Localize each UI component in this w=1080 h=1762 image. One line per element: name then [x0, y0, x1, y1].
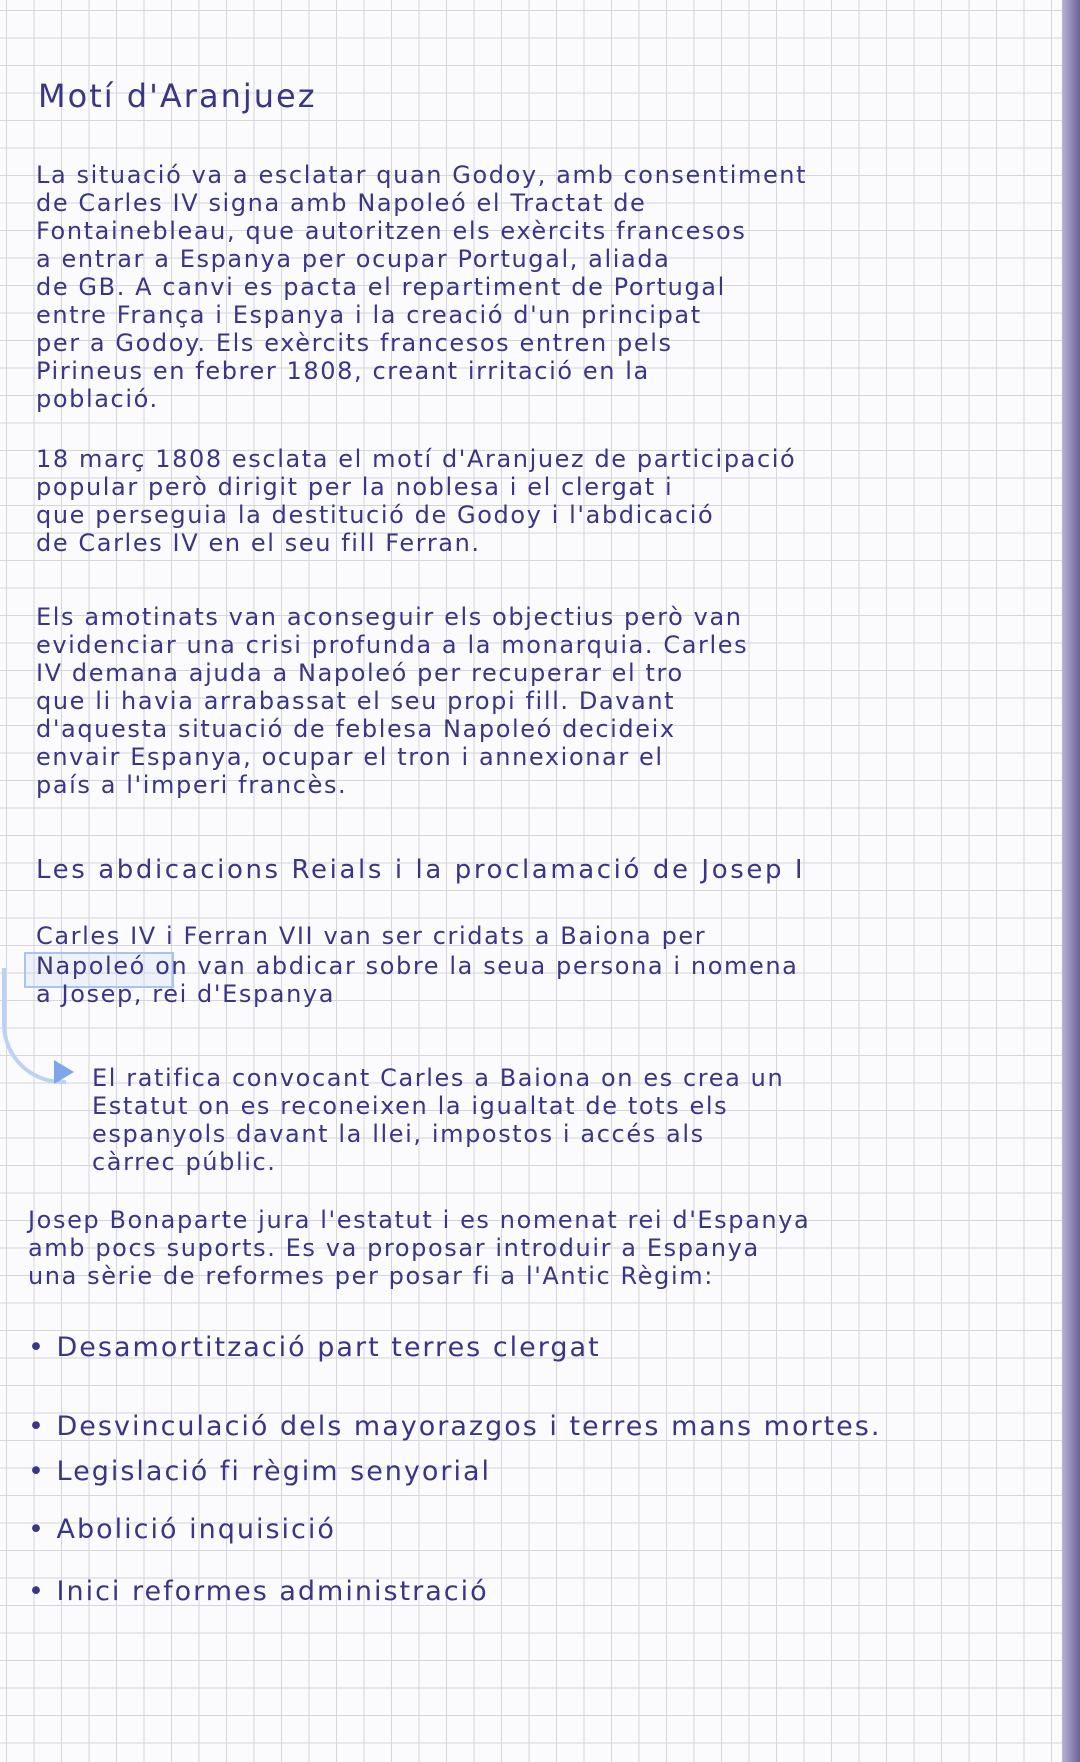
text-line: Napoleó on van abdicar sobre la seua persona i nomena	[36, 952, 799, 980]
text-line: envair Espanya, ocupar el tron i annexionar el	[36, 743, 664, 771]
text-line: Carles IV i Ferran VII van ser cridats a Baiona per	[36, 922, 707, 950]
text-line: país a l'imperi francès.	[36, 771, 348, 799]
text-line: a Josep, rei d'Espanya	[36, 980, 336, 1008]
text-line: El ratifica convocant Carles a Baiona on es crea un	[92, 1064, 785, 1092]
text-line: amb pocs suports. Es va proposar introduir a Espanya	[28, 1234, 760, 1262]
list-item: • Legislació fi règim senyorial	[28, 1456, 492, 1487]
text-line: de GB. A canvi es pacta el repartiment de Portugal	[36, 273, 726, 301]
text-line: entre França i Espanya i la creació d'un principat	[36, 301, 702, 329]
arrowhead-icon	[54, 1060, 74, 1084]
text-line: La situació va a esclatar quan Godoy, amb consentiment	[36, 161, 808, 189]
text-line: de Carles IV en el seu fill Ferran.	[36, 529, 481, 557]
text-line: Fontainebleau, que autoritzen els exèrcits francesos	[36, 217, 747, 245]
text-line: que li havia arrabassat el seu propi fill. Davant	[36, 687, 676, 715]
text-line: d'aquesta situació de feblesa Napoleó decideix	[36, 715, 676, 743]
text-line: 18 març 1808 esclata el motí d'Aranjuez de participació	[36, 445, 797, 473]
text-line: espanyols davant la llei, impostos i accés als	[92, 1120, 705, 1148]
text-line: que perseguia la destitució de Godoy i l'abdicació	[36, 501, 715, 529]
page-title: Motí d'Aranjuez	[38, 77, 317, 115]
text-line: una sèrie de reformes per posar fi a l'Antic Règim:	[28, 1262, 714, 1290]
text-line: IV demana ajuda a Napoleó per recuperar el tro	[36, 659, 684, 687]
text-line: Estatut on es reconeixen la igualtat de tots els	[92, 1092, 729, 1120]
text-line: evidenciar una crisi profunda a la monarquia. Carles	[36, 631, 749, 659]
text-line: Pirineus en febrer 1808, creant irritació en la	[36, 357, 650, 385]
text-line: de Carles IV signa amb Napoleó el Tractat de	[36, 189, 647, 217]
list-item: • Inici reformes administració	[28, 1576, 489, 1607]
text-line: a entrar a Espanya per ocupar Portugal, aliada	[36, 245, 671, 273]
list-item: • Desvinculació dels mayorazgos i terres mans mortes.	[28, 1411, 882, 1442]
list-item: • Desamortització part terres clergat	[28, 1332, 601, 1363]
notebook-edge	[1062, 0, 1080, 1762]
list-item: • Abolició inquisició	[28, 1514, 336, 1545]
text-line: càrrec públic.	[92, 1148, 277, 1176]
section-heading: Les abdicacions Reials i la proclamació de Josep I	[36, 855, 806, 885]
text-line: popular però dirigit per la noblesa i el clergat i	[36, 473, 674, 501]
text-line: Josep Bonaparte jura l'estatut i es nomenat rei d'Espanya	[28, 1206, 811, 1234]
text-line: població.	[36, 385, 159, 413]
text-line: Els amotinats van aconseguir els objectius però van	[36, 603, 743, 631]
text-line: per a Godoy. Els exèrcits francesos entren pels	[36, 329, 673, 357]
